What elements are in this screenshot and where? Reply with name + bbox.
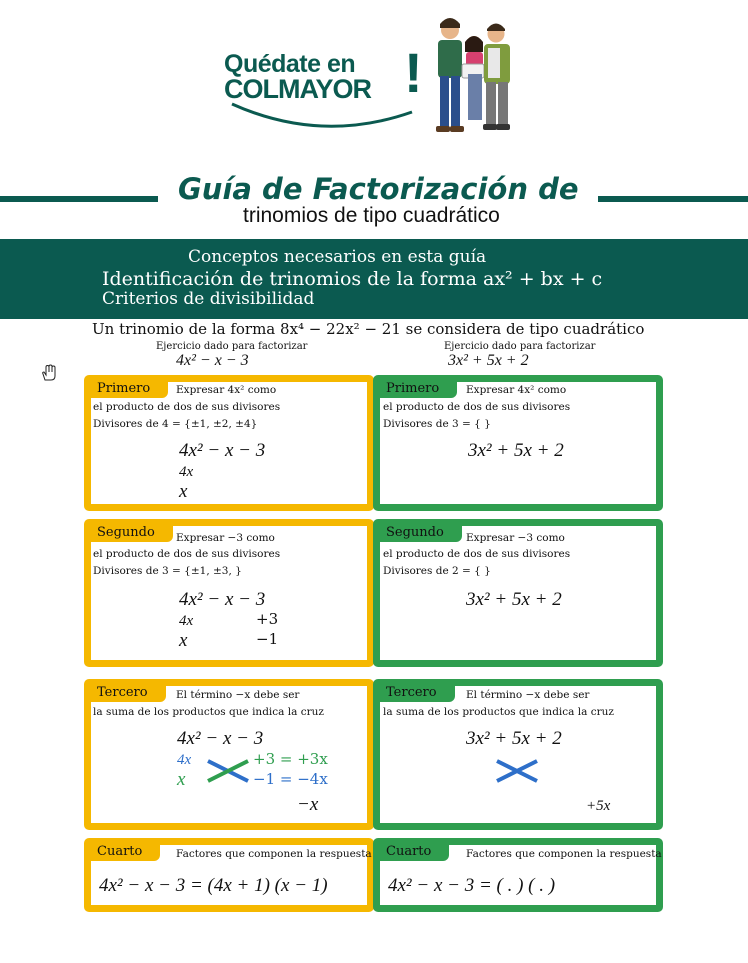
guide-subtitle: trinomios de tipo cuadrático xyxy=(243,204,500,227)
concepts-heading: Conceptos necesarios en esta guía xyxy=(188,247,487,267)
step3-left-line1: El término −x debe ser xyxy=(176,689,300,701)
step2-left-expr: 4x² − x − 3 xyxy=(179,589,266,610)
logo-swoosh xyxy=(226,100,416,130)
step1-left-tab: Primero xyxy=(89,380,168,398)
brand-line2: COLMAYOR xyxy=(224,74,372,104)
step3-left-sum: −x xyxy=(297,794,319,815)
step4-left-line1: Factores que componen la respuesta xyxy=(176,848,372,860)
step1-left-line2: el producto de dos de sus divisores xyxy=(93,401,281,413)
step2-right-line2: el producto de dos de sus divisores xyxy=(383,548,571,560)
step3-right-cross xyxy=(494,756,540,786)
step2-left-line2: el producto de dos de sus divisores xyxy=(93,548,281,560)
concept-divisibility: Criterios de divisibilidad xyxy=(102,289,315,309)
step3-right-expr: 3x² + 5x + 2 xyxy=(466,728,562,749)
step1-left-box xyxy=(84,375,374,511)
exercise-right-label: Ejercicio dado para factorizar xyxy=(444,341,596,352)
step3-right-line1: El término −x debe ser xyxy=(466,689,590,701)
step3-left-factor1: 4x xyxy=(177,752,192,768)
step2-left-const1: +3 xyxy=(256,610,279,628)
step1-right-box xyxy=(373,375,663,511)
step2-right-line3: Divisores de 2 = { } xyxy=(383,565,491,577)
step2-right-tab: Segundo xyxy=(378,524,462,542)
step1-left-line1: Expresar 4x² como xyxy=(176,384,277,396)
step2-left-line3: Divisores de 3 = {±1, ±3, } xyxy=(93,565,242,577)
students-illustration xyxy=(426,12,518,136)
step4-left-answer: 4x² − x − 3 = (4x + 1) (x − 1) xyxy=(99,875,328,896)
step3-left-line2: la suma de los productos que indica la cruz xyxy=(93,706,324,718)
step3-right-sum: +5x xyxy=(586,798,611,814)
step4-right-box xyxy=(373,838,663,912)
step1-right-line2: el producto de dos de sus divisores xyxy=(383,401,571,413)
step3-right-tab: Tercero xyxy=(378,684,455,702)
step3-right-box xyxy=(373,679,663,830)
step2-left-factor1: 4x xyxy=(179,613,194,629)
step1-left-line3: Divisores de 4 = {±1, ±2, ±4} xyxy=(93,418,258,430)
step1-left-factor1: 4x xyxy=(179,464,194,480)
step3-left-cross xyxy=(205,756,251,786)
step2-right-box xyxy=(373,519,663,667)
hand-cursor-icon xyxy=(40,364,58,382)
step3-left-expr: 4x² − x − 3 xyxy=(177,728,264,749)
concepts-band xyxy=(0,239,748,319)
exercise-left-expr: 4x² − x − 3 xyxy=(176,352,249,369)
step2-left-line1: Expresar −3 como xyxy=(176,532,275,544)
step1-right-tab: Primero xyxy=(378,380,457,398)
step3-left-box xyxy=(84,679,374,830)
step4-left-box xyxy=(84,838,374,912)
exercise-left-label: Ejercicio dado para factorizar xyxy=(156,341,308,352)
step3-left-tab: Tercero xyxy=(89,684,166,702)
step1-right-line1: Expresar 4x² como xyxy=(466,384,567,396)
step1-right-line3: Divisores de 3 = { } xyxy=(383,418,491,430)
exercise-right-expr: 3x² + 5x + 2 xyxy=(448,352,529,369)
step2-left-factor2: x xyxy=(179,630,188,651)
brand-exclamation: ! xyxy=(404,41,423,104)
step2-left-const2: −1 xyxy=(256,630,279,648)
step2-left-box xyxy=(84,519,374,667)
intro-text: Un trinomio de la forma 8x⁴ − 22x² − 21 se considera de tipo cuadrático xyxy=(92,320,645,338)
step1-right-expr: 3x² + 5x + 2 xyxy=(468,440,564,461)
step3-left-factor2: x xyxy=(177,769,186,790)
step4-right-answer: 4x² − x − 3 = ( . ) ( . ) xyxy=(388,875,556,896)
step3-left-product2: −1 = −4x xyxy=(253,770,328,788)
step1-left-expr: 4x² − x − 3 xyxy=(179,440,266,461)
step3-left-product1: +3 = +3x xyxy=(253,750,328,768)
step4-left-tab: Cuarto xyxy=(89,843,160,861)
brand-line1: Quédate en xyxy=(224,50,356,78)
title-rule-left xyxy=(0,196,158,202)
step3-right-line2: la suma de los productos que indica la cruz xyxy=(383,706,614,718)
step2-right-expr: 3x² + 5x + 2 xyxy=(466,589,562,610)
step2-left-tab: Segundo xyxy=(89,524,173,542)
step1-left-factor2: x xyxy=(179,481,188,502)
step2-right-line1: Expresar −3 como xyxy=(466,532,565,544)
guide-title: Guía de Factorización de xyxy=(178,172,579,206)
step4-right-line1: Factores que componen la respuesta xyxy=(466,848,662,860)
step4-right-tab: Cuarto xyxy=(378,843,449,861)
concept-trinomial-form: Identificación de trinomios de la forma ax² + bx + c xyxy=(102,268,603,290)
title-rule-right xyxy=(598,196,748,202)
